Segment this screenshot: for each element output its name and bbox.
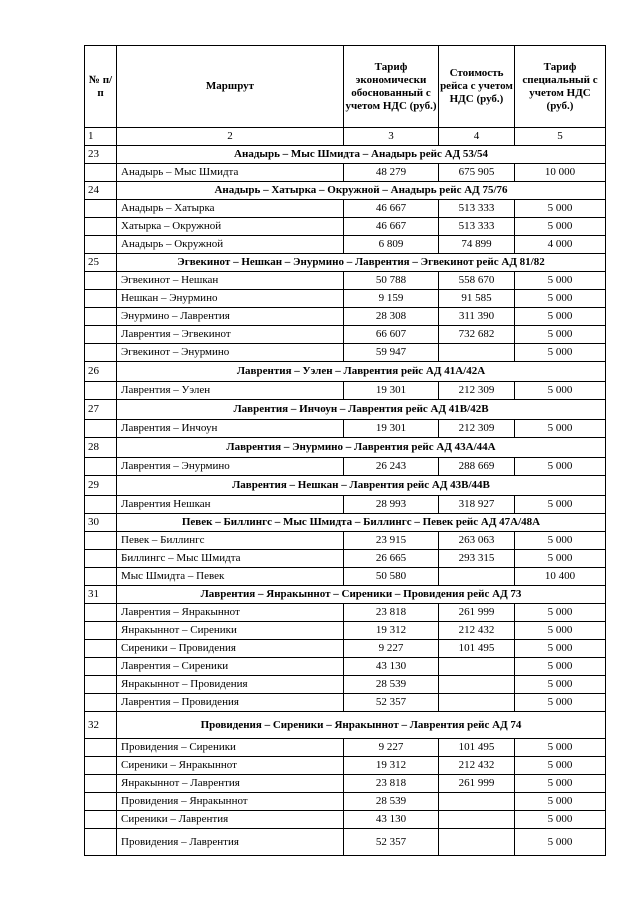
tariff-special-cell: 5 000 — [515, 272, 606, 290]
group-header-row — [85, 712, 606, 739]
table-row — [85, 640, 606, 658]
header-num: № п/п — [85, 46, 117, 128]
row-number-cell — [85, 382, 117, 400]
tariff-econ-cell: 28 539 — [344, 676, 439, 694]
row-number-cell — [85, 739, 117, 757]
col-number: 4 — [439, 128, 515, 146]
row-number-cell — [85, 568, 117, 586]
tariff-econ-cell: 59 947 — [344, 344, 439, 362]
tariff-econ-cell: 9 159 — [344, 290, 439, 308]
header-tariff-special: Тариф специальный с учетом НДС (руб.) — [515, 46, 606, 128]
tariff-special-cell: 5 000 — [515, 458, 606, 476]
route-cell: Лаврентия – Янракыннот — [117, 604, 344, 622]
row-number-cell — [85, 218, 117, 236]
row-number-cell — [85, 829, 117, 856]
group-header-row — [85, 586, 606, 604]
table-row — [85, 458, 606, 476]
tariff-econ-cell: 50 788 — [344, 272, 439, 290]
table-row — [85, 694, 606, 712]
table-row — [85, 382, 606, 400]
table-row — [85, 550, 606, 568]
route-cell: Энурмино – Лаврентия — [117, 308, 344, 326]
cost-cell: 558 670 — [439, 272, 515, 290]
row-number-cell — [85, 458, 117, 476]
row-number-cell — [85, 676, 117, 694]
group-number: 23 — [85, 146, 117, 164]
table-row — [85, 829, 606, 856]
tariff-special-cell: 5 000 — [515, 775, 606, 793]
tariff-special-cell: 5 000 — [515, 622, 606, 640]
group-title: Лаврентия – Уэлен – Лаврентия рейс АД 41А/42А — [117, 362, 606, 382]
tariff-special-cell: 5 000 — [515, 811, 606, 829]
table-row — [85, 496, 606, 514]
tariff-econ-cell: 28 539 — [344, 793, 439, 811]
table-row — [85, 272, 606, 290]
tariff-special-cell: 5 000 — [515, 326, 606, 344]
cost-cell: 288 669 — [439, 458, 515, 476]
col-number: 1 — [85, 128, 117, 146]
cost-cell — [439, 694, 515, 712]
group-number: 24 — [85, 182, 117, 200]
group-title: Эгвекинот – Нешкан – Энурмино – Лаврентия – Эгвекинот рейс АД 81/82 — [117, 254, 606, 272]
route-cell: Эгвекинот – Энурмино — [117, 344, 344, 362]
cost-cell — [439, 793, 515, 811]
cost-cell — [439, 829, 515, 856]
group-title: Провидения – Сиреники – Янракыннот – Лаврентия рейс АД 74 — [117, 712, 606, 739]
tariff-econ-cell: 9 227 — [344, 739, 439, 757]
tariff-special-cell: 5 000 — [515, 496, 606, 514]
row-number-cell — [85, 290, 117, 308]
tariff-econ-cell: 19 312 — [344, 757, 439, 775]
row-number-cell — [85, 200, 117, 218]
tariff-special-cell: 10 000 — [515, 164, 606, 182]
cost-cell: 101 495 — [439, 739, 515, 757]
route-cell: Лаврентия Нешкан — [117, 496, 344, 514]
tariff-special-cell: 5 000 — [515, 793, 606, 811]
table-row — [85, 739, 606, 757]
tariff-special-cell: 5 000 — [515, 694, 606, 712]
cost-cell — [439, 344, 515, 362]
tariff-econ-cell: 23 818 — [344, 604, 439, 622]
tariff-special-cell: 5 000 — [515, 757, 606, 775]
tariff-special-cell: 5 000 — [515, 308, 606, 326]
tariff-econ-cell: 43 130 — [344, 658, 439, 676]
group-number: 27 — [85, 400, 117, 420]
cost-cell — [439, 811, 515, 829]
tariff-econ-cell: 48 279 — [344, 164, 439, 182]
table-row — [85, 164, 606, 182]
tariff-econ-cell: 26 665 — [344, 550, 439, 568]
route-cell: Провидения – Лаврентия — [117, 829, 344, 856]
table-row — [85, 532, 606, 550]
tariff-special-cell: 5 000 — [515, 290, 606, 308]
route-cell: Лаврентия – Инчоун — [117, 420, 344, 438]
cost-cell: 675 905 — [439, 164, 515, 182]
tariff-econ-cell: 23 915 — [344, 532, 439, 550]
tariff-special-cell: 5 000 — [515, 550, 606, 568]
table-row — [85, 568, 606, 586]
route-cell: Янракыннот – Провидения — [117, 676, 344, 694]
route-cell: Провидения – Янракыннот — [117, 793, 344, 811]
route-cell: Биллингс – Мыс Шмидта — [117, 550, 344, 568]
route-cell: Певек – Биллингс — [117, 532, 344, 550]
route-cell: Сиреники – Лаврентия — [117, 811, 344, 829]
header-tariff-econ: Тариф экономически обоснованный с учетом НДС (руб.) — [344, 46, 439, 128]
group-header-row — [85, 400, 606, 420]
group-number: 28 — [85, 438, 117, 458]
row-number-cell — [85, 604, 117, 622]
tariff-special-cell: 5 000 — [515, 532, 606, 550]
row-number-cell — [85, 775, 117, 793]
cost-cell: 293 315 — [439, 550, 515, 568]
column-number-row — [85, 128, 606, 146]
route-cell: Лаврентия – Энурмино — [117, 458, 344, 476]
cost-cell: 91 585 — [439, 290, 515, 308]
tariff-special-cell: 5 000 — [515, 200, 606, 218]
tariff-econ-cell: 19 301 — [344, 382, 439, 400]
group-number: 32 — [85, 712, 117, 739]
row-number-cell — [85, 164, 117, 182]
row-number-cell — [85, 550, 117, 568]
row-number-cell — [85, 694, 117, 712]
tariff-special-cell: 5 000 — [515, 604, 606, 622]
table-body — [85, 128, 606, 856]
route-cell: Янракыннот – Лаврентия — [117, 775, 344, 793]
tariff-econ-cell: 52 357 — [344, 829, 439, 856]
tariff-special-cell: 5 000 — [515, 344, 606, 362]
header-cost: Стоимость рейса с учетом НДС (руб.) — [439, 46, 515, 128]
cost-cell — [439, 658, 515, 676]
table-row — [85, 604, 606, 622]
cost-cell: 261 999 — [439, 604, 515, 622]
table-row — [85, 290, 606, 308]
tariff-special-cell: 5 000 — [515, 676, 606, 694]
cost-cell: 318 927 — [439, 496, 515, 514]
group-title: Лаврентия – Янракыннот – Сиреники – Провидения рейс АД 73 — [117, 586, 606, 604]
cost-cell: 513 333 — [439, 200, 515, 218]
tariff-special-cell: 4 000 — [515, 236, 606, 254]
group-title: Анадырь – Хатырка – Окружной – Анадырь рейс АД 75/76 — [117, 182, 606, 200]
table-row — [85, 622, 606, 640]
table-row — [85, 757, 606, 775]
row-number-cell — [85, 236, 117, 254]
route-cell: Анадырь – Мыс Шмидта — [117, 164, 344, 182]
tariff-econ-cell: 28 993 — [344, 496, 439, 514]
group-title: Лаврентия – Энурмино – Лаврентия рейс АД 43А/44А — [117, 438, 606, 458]
tariff-econ-cell: 19 301 — [344, 420, 439, 438]
route-cell: Провидения – Сиреники — [117, 739, 344, 757]
route-cell: Лаврентия – Уэлен — [117, 382, 344, 400]
tariff-econ-cell: 46 667 — [344, 200, 439, 218]
group-number: 30 — [85, 514, 117, 532]
row-number-cell — [85, 420, 117, 438]
cost-cell: 212 309 — [439, 382, 515, 400]
tariff-special-cell: 5 000 — [515, 382, 606, 400]
tariff-econ-cell: 9 227 — [344, 640, 439, 658]
tariff-econ-cell: 43 130 — [344, 811, 439, 829]
group-title: Анадырь – Мыс Шмидта – Анадырь рейс АД 53/54 — [117, 146, 606, 164]
route-cell: Лаврентия – Сиреники — [117, 658, 344, 676]
tariff-table — [84, 45, 606, 856]
row-number-cell — [85, 326, 117, 344]
group-title: Певек – Биллингс – Мыс Шмидта – Биллингс – Певек рейс АД 47А/48А — [117, 514, 606, 532]
tariff-econ-cell: 23 818 — [344, 775, 439, 793]
row-number-cell — [85, 757, 117, 775]
cost-cell: 732 682 — [439, 326, 515, 344]
route-cell: Нешкан – Энурмино — [117, 290, 344, 308]
row-number-cell — [85, 344, 117, 362]
table-row — [85, 308, 606, 326]
cost-cell: 261 999 — [439, 775, 515, 793]
tariff-special-cell: 5 000 — [515, 218, 606, 236]
group-title: Лаврентия – Инчоун – Лаврентия рейс АД 41В/42В — [117, 400, 606, 420]
col-number: 2 — [117, 128, 344, 146]
group-header-row — [85, 254, 606, 272]
group-header-row — [85, 514, 606, 532]
route-cell: Лаврентия – Провидения — [117, 694, 344, 712]
group-header-row — [85, 476, 606, 496]
tariff-special-cell: 10 400 — [515, 568, 606, 586]
group-header-row — [85, 362, 606, 382]
group-title: Лаврентия – Нешкан – Лаврентия рейс АД 43В/44В — [117, 476, 606, 496]
route-cell: Сиреники – Провидения — [117, 640, 344, 658]
cost-cell — [439, 676, 515, 694]
cost-cell — [439, 568, 515, 586]
cost-cell: 513 333 — [439, 218, 515, 236]
col-number: 3 — [344, 128, 439, 146]
row-number-cell — [85, 622, 117, 640]
tariff-econ-cell: 66 607 — [344, 326, 439, 344]
group-number: 26 — [85, 362, 117, 382]
group-number: 29 — [85, 476, 117, 496]
tariff-econ-cell: 19 312 — [344, 622, 439, 640]
route-cell: Сиреники – Янракыннот — [117, 757, 344, 775]
route-cell: Анадырь – Хатырка — [117, 200, 344, 218]
route-cell: Хатырка – Окружной — [117, 218, 344, 236]
row-number-cell — [85, 811, 117, 829]
table-row — [85, 344, 606, 362]
table-row — [85, 676, 606, 694]
table-row — [85, 200, 606, 218]
table-row — [85, 326, 606, 344]
table-row — [85, 811, 606, 829]
table-row — [85, 420, 606, 438]
tariff-econ-cell: 52 357 — [344, 694, 439, 712]
tariff-econ-cell: 6 809 — [344, 236, 439, 254]
tariff-econ-cell: 28 308 — [344, 308, 439, 326]
tariff-special-cell: 5 000 — [515, 640, 606, 658]
row-number-cell — [85, 532, 117, 550]
route-cell: Лаврентия – Эгвекинот — [117, 326, 344, 344]
row-number-cell — [85, 793, 117, 811]
cost-cell: 212 309 — [439, 420, 515, 438]
route-cell: Янракыннот – Сиреники — [117, 622, 344, 640]
route-cell: Эгвекинот – Нешкан — [117, 272, 344, 290]
group-number: 25 — [85, 254, 117, 272]
cost-cell: 212 432 — [439, 622, 515, 640]
col-number: 5 — [515, 128, 606, 146]
cost-cell: 311 390 — [439, 308, 515, 326]
row-number-cell — [85, 272, 117, 290]
table-row — [85, 793, 606, 811]
tariff-special-cell: 5 000 — [515, 658, 606, 676]
row-number-cell — [85, 496, 117, 514]
table-row — [85, 775, 606, 793]
row-number-cell — [85, 658, 117, 676]
tariff-special-cell: 5 000 — [515, 420, 606, 438]
group-header-row — [85, 146, 606, 164]
group-header-row — [85, 438, 606, 458]
cost-cell: 74 899 — [439, 236, 515, 254]
route-cell: Анадырь – Окружной — [117, 236, 344, 254]
tariff-special-cell: 5 000 — [515, 739, 606, 757]
header-route: Маршрут — [117, 46, 344, 128]
tariff-econ-cell: 26 243 — [344, 458, 439, 476]
table-row — [85, 236, 606, 254]
route-cell: Мыс Шмидта – Певек — [117, 568, 344, 586]
tariff-special-cell: 5 000 — [515, 829, 606, 856]
table-row — [85, 658, 606, 676]
row-number-cell — [85, 308, 117, 326]
row-number-cell — [85, 640, 117, 658]
table-row — [85, 218, 606, 236]
cost-cell: 212 432 — [439, 757, 515, 775]
tariff-econ-cell: 50 580 — [344, 568, 439, 586]
tariff-econ-cell: 46 667 — [344, 218, 439, 236]
cost-cell: 101 495 — [439, 640, 515, 658]
group-number: 31 — [85, 586, 117, 604]
cost-cell: 263 063 — [439, 532, 515, 550]
group-header-row — [85, 182, 606, 200]
